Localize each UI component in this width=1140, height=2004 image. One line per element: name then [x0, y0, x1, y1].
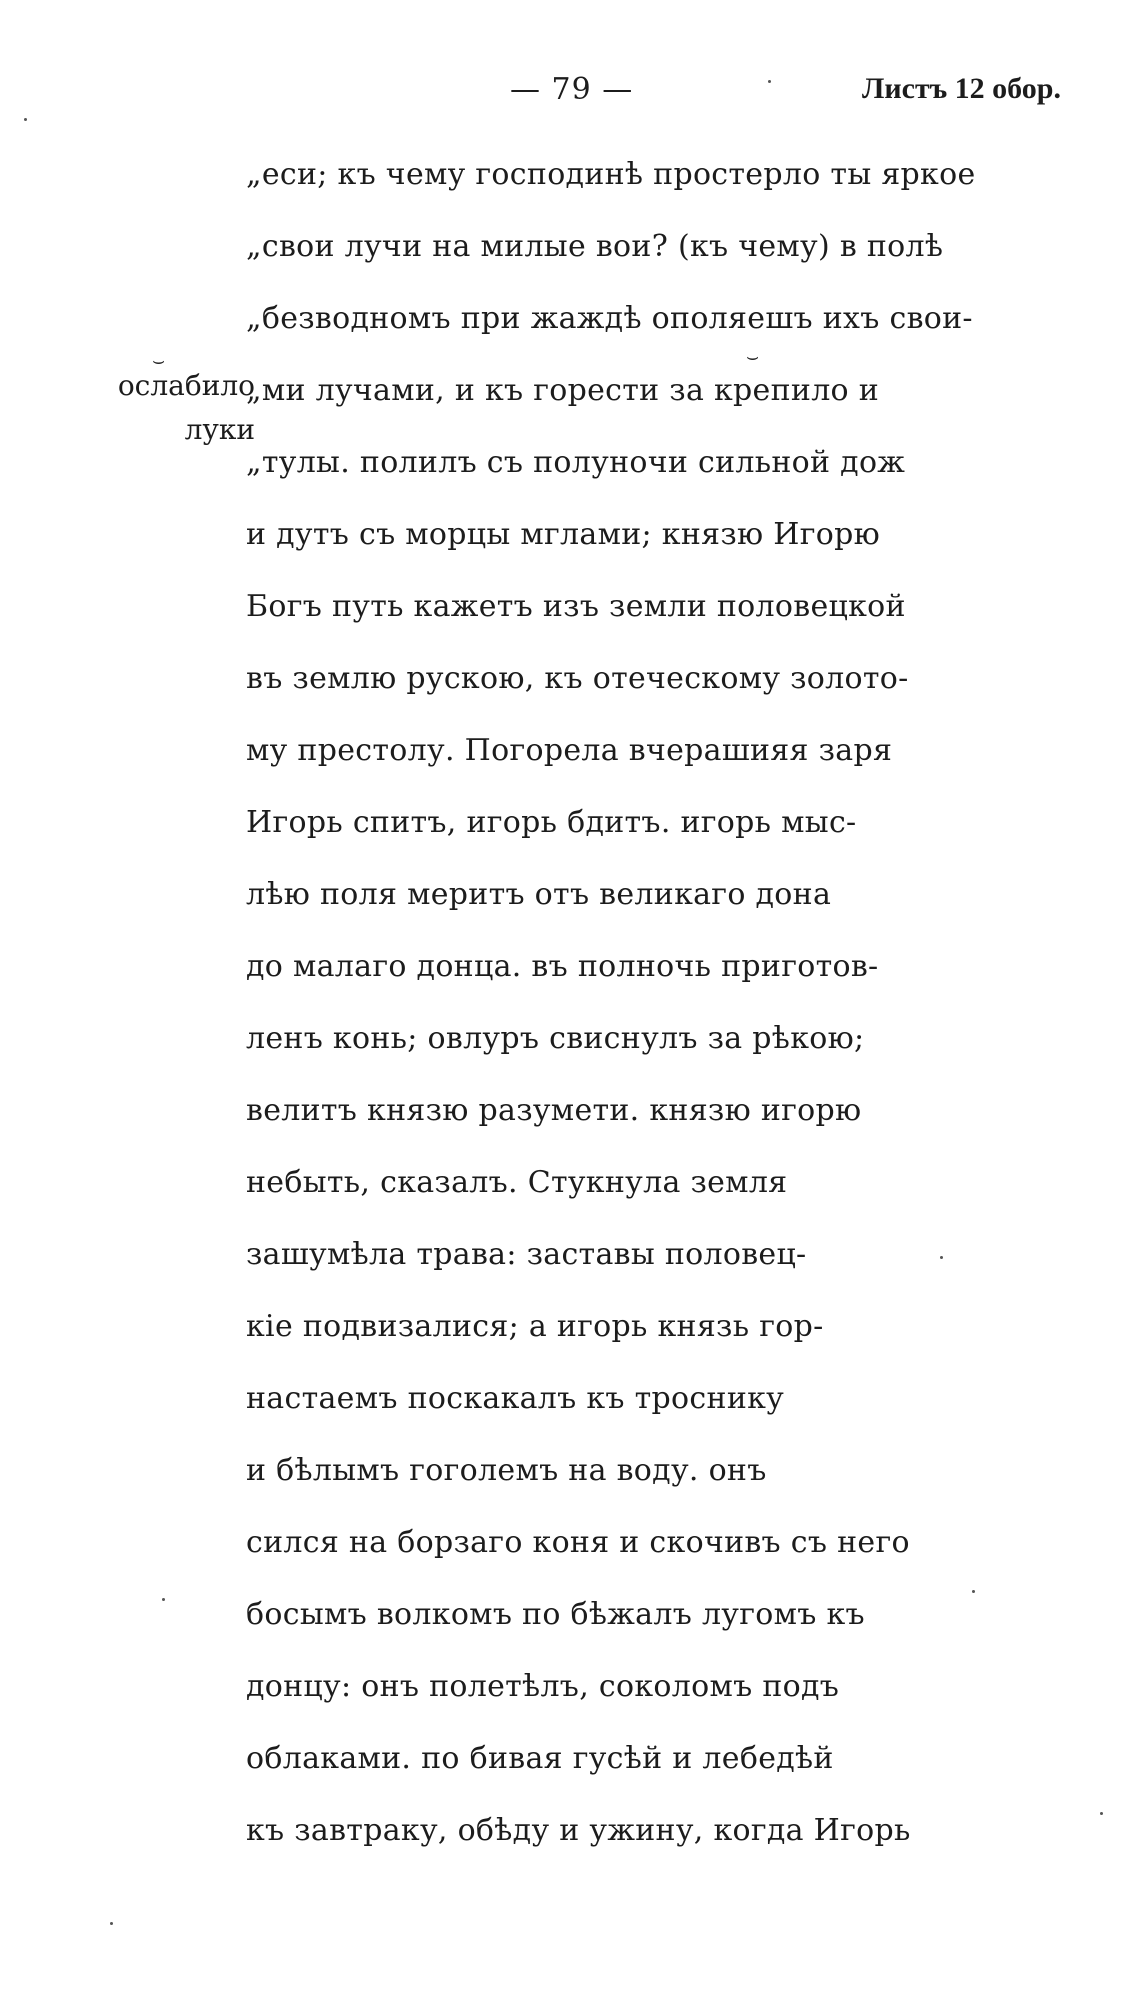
text-line: лѣю поля меритъ отъ великаго дона [246, 877, 832, 912]
sheet-label: Листъ 12 обор. [862, 72, 1061, 105]
text-line: „безводномъ при жаждѣ ополяешъ ихъ свои- [246, 301, 973, 336]
text-line: донцу: онъ полетѣлъ, соколомъ подъ [246, 1669, 840, 1704]
margin-note-line: луки [184, 413, 255, 446]
text-line: и дутъ съ морцы мглами; князю Игорю [246, 517, 881, 552]
scan-speck [972, 1590, 975, 1593]
scan-speck [940, 1256, 943, 1259]
text-line: „тулы. полилъ съ полуночи сильной дож [246, 445, 906, 480]
page-number: — 79 — [510, 72, 634, 107]
text-line: босымъ волкомъ по бѣжалъ лугомъ къ [246, 1597, 865, 1632]
scan-speck [162, 1598, 165, 1601]
ligature-mark: ⌣ [152, 348, 166, 372]
text-line: „еси; къ чему господинѣ простерло ты яркое [246, 157, 976, 192]
text-line: въ землю рускою, къ отеческому золото- [246, 661, 909, 696]
text-line: Богъ путь кажетъ изъ земли половецкой [246, 589, 906, 624]
text-line: къ завтраку, обѣду и ужину, когда Игорь [246, 1813, 911, 1848]
text-line: ленъ конь; овлуръ свиснулъ за рѣкою; [246, 1021, 865, 1056]
margin-note-line: ослабило [117, 369, 255, 402]
text-line: сился на борзаго коня и скочивъ съ него [246, 1525, 910, 1560]
text-line: облаками. по бивая гусѣй и лебедѣй [246, 1741, 834, 1776]
text-line: велитъ князю разумети. князю игорю [246, 1093, 862, 1128]
text-line: му престолу. Погорела вчерашияя заря [246, 733, 893, 768]
text-line: кіе подвизалися; а игорь князь гор- [246, 1309, 824, 1344]
ligature-mark: ⌣ [746, 344, 760, 368]
main-text [246, 150, 1006, 1878]
text-line: „свои лучи на милые вои? (къ чему) в полѣ [246, 229, 944, 264]
text-line: настаемъ поскакалъ къ троснику [246, 1381, 785, 1416]
text-line: до малаго донца. въ полночь приготов- [246, 949, 879, 984]
scan-speck [110, 1922, 113, 1925]
scan-speck [1100, 1812, 1103, 1815]
text-line: „ми лучами, и къ горести за крепило и [246, 373, 880, 408]
scan-speck [768, 80, 771, 83]
scan-speck [24, 118, 27, 121]
text-line: зашумѣла трава: заставы половец- [246, 1237, 807, 1272]
text-line: Игорь спитъ, игорь бдитъ. игорь мыс- [246, 805, 857, 840]
margin-note [80, 364, 255, 452]
text-line: и бѣлымъ гоголемъ на воду. онъ [246, 1453, 767, 1488]
text-line: небыть, сказалъ. Стукнула земля [246, 1165, 788, 1200]
